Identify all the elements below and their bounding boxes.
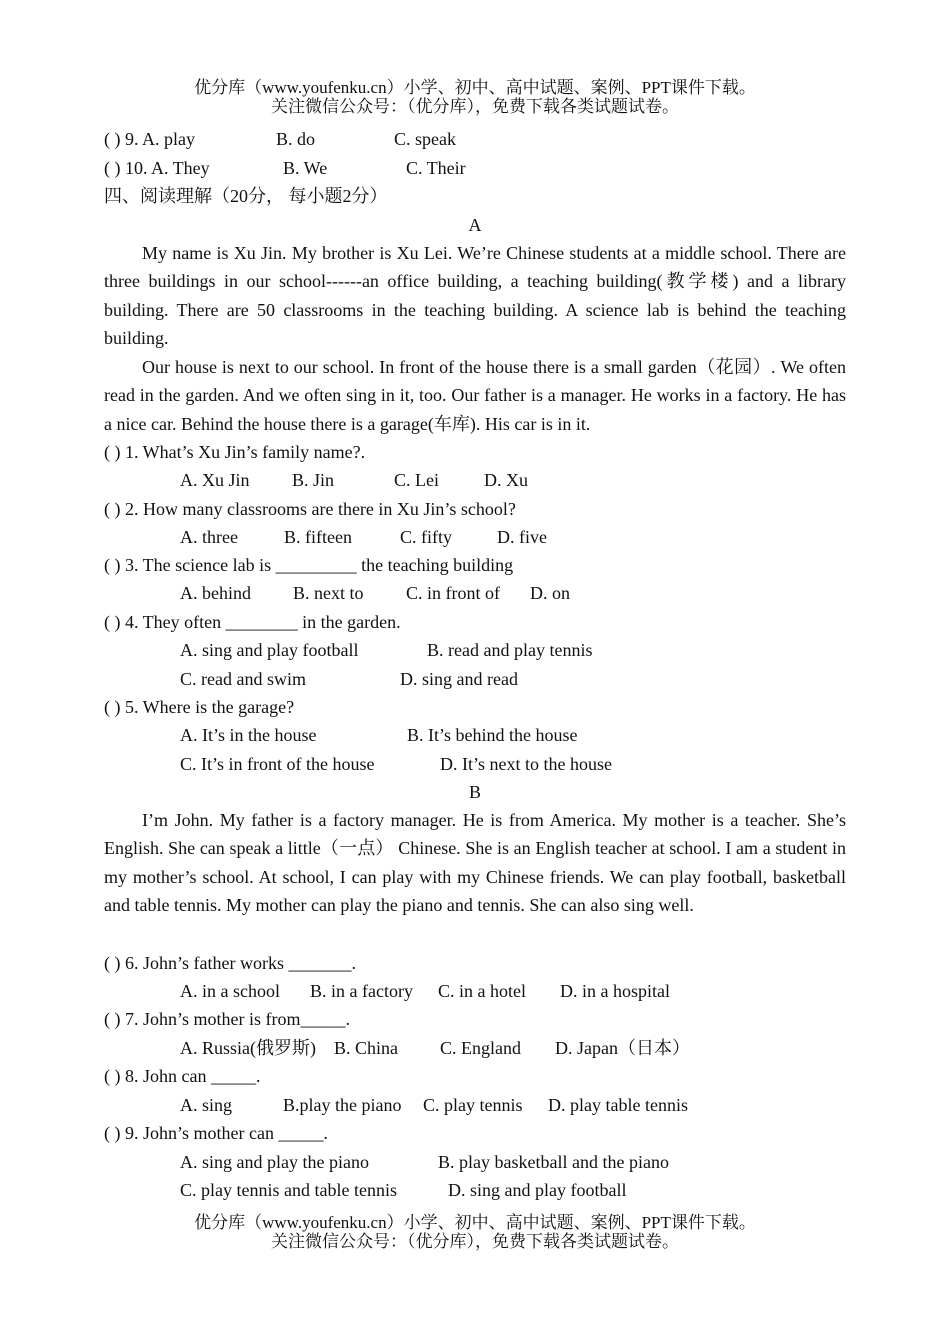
question-7-option-a: A. Russia(俄罗斯) — [180, 1038, 316, 1058]
question-2-option-a: A. three — [180, 527, 238, 547]
footer-line-1: 优分库（www.youfenku.cn）小学、初中、高中试题、案例、PPT课件下载。 — [194, 1213, 756, 1232]
prev-question-9-option-b: B. do — [276, 129, 316, 149]
question-4-option-b: B. read and play tennis — [427, 640, 593, 660]
passage-a-paragraph-1: My name is Xu Jin. My brother is Xu Lei. We’re Chinese students at a middle school. There are three buildings in our school------an office building, a teaching building(教学楼) and a library building. There are 50 classrooms in the teaching building. A science lab is behind the teaching building. — [104, 243, 846, 349]
section-title: 四、阅读理解（20分， 每小题2分） — [104, 186, 388, 206]
question-5-option-d: D. It’s next to the house — [440, 754, 612, 774]
passage-b-paragraph-1: I’m John. My father is a factory manager. He is from America. My mother is a teacher. She’s English. She can speak a little（一点） Chinese. She is an English teacher at school. I am a student in my mother’s school. At school, I can play with my Chinese friends. We can play football, basketball and table tennis. My mother can play the piano and tennis. She can also sing well. — [104, 810, 846, 916]
question-7-option-c: C. England — [440, 1038, 521, 1058]
question-6-option-b: B. in a factory — [310, 981, 413, 1001]
question-1-stem: ( ) 1. What’s Xu Jin’s family name?. — [104, 442, 366, 462]
question-8-option-d: D. play table tennis — [548, 1095, 688, 1115]
question-7-option-d: D. Japan（日本） — [555, 1038, 690, 1058]
question-5-option-b: B. It’s behind the house — [407, 725, 578, 745]
passage-a-label: A — [468, 215, 482, 235]
passage-b-label: B — [468, 782, 481, 802]
question-5-option-a: A. It’s in the house — [180, 725, 317, 745]
question-9-option-a: A. sing and play the piano — [180, 1152, 369, 1172]
question-2-option-b: B. fifteen — [284, 527, 352, 547]
question-4-option-d: D. sing and read — [400, 669, 518, 689]
passage-a-paragraph-2: Our house is next to our school. In front of the house there is a small garden（花园）. We often read in the garden. And we often sing in it, too. Our father is a manager. He works in a factory. He has a nice car. Behind the house there is a garage(车库). His car is in it. — [104, 357, 846, 434]
question-2-option-c: C. fifty — [400, 527, 452, 547]
question-7-option-b: B. China — [334, 1038, 399, 1058]
question-2-stem: ( ) 2. How many classrooms are there in Xu Jin’s school? — [104, 499, 516, 519]
prev-question-10-stem: ( ) 10. A. They — [104, 158, 210, 178]
footer-line-2: 关注微信公众号：（优分库），免费下载各类试题试卷。 — [271, 1232, 679, 1251]
header-line-1: 优分库（www.youfenku.cn）小学、初中、高中试题、案例、PPT课件下载。 — [194, 78, 756, 97]
question-9-stem: ( ) 9. John’s mother can _____. — [104, 1123, 328, 1143]
question-5-stem: ( ) 5. Where is the garage? — [104, 697, 295, 717]
question-1-option-a: A. Xu Jin — [180, 470, 250, 490]
question-8-option-b: B.play the piano — [283, 1095, 402, 1115]
question-3-option-d: D. on — [530, 583, 570, 603]
question-5-option-c: C. It’s in front of the house — [180, 754, 375, 774]
prev-question-10-option-c: C. Their — [406, 158, 466, 178]
header-line-2: 关注微信公众号：（优分库），免费下载各类试题试卷。 — [271, 97, 679, 116]
question-4-option-c: C. read and swim — [180, 669, 306, 689]
question-3-option-a: A. behind — [180, 583, 251, 603]
question-7-stem: ( ) 7. John’s mother is from_____. — [104, 1009, 350, 1029]
question-1-option-d: D. Xu — [484, 470, 528, 490]
question-3-option-c: C. in front of — [406, 583, 500, 603]
prev-question-10-option-b: B. We — [283, 158, 328, 178]
question-6-stem: ( ) 6. John’s father works _______. — [104, 953, 356, 973]
question-8-stem: ( ) 8. John can _____. — [104, 1066, 261, 1086]
question-6-option-a: A. in a school — [180, 981, 280, 1001]
question-4-option-a: A. sing and play football — [180, 640, 359, 660]
question-4-stem: ( ) 4. They often ________ in the garden. — [104, 612, 401, 632]
question-6-option-c: C. in a hotel — [438, 981, 526, 1001]
question-2-option-d: D. five — [497, 527, 547, 547]
question-3-option-b: B. next to — [293, 583, 364, 603]
prev-question-9-stem: ( ) 9. A. play — [104, 129, 195, 149]
question-9-option-b: B. play basketball and the piano — [438, 1152, 669, 1172]
prev-question-9-option-c: C. speak — [394, 129, 456, 149]
question-6-option-d: D. in a hospital — [560, 981, 670, 1001]
question-9-option-d: D. sing and play football — [448, 1180, 627, 1200]
question-1-option-c: C. Lei — [394, 470, 439, 490]
question-9-option-c: C. play tennis and table tennis — [180, 1180, 397, 1200]
question-1-option-b: B. Jin — [292, 470, 335, 490]
question-8-option-a: A. sing — [180, 1095, 233, 1115]
question-8-option-c: C. play tennis — [423, 1095, 523, 1115]
question-3-stem: ( ) 3. The science lab is _________ the teaching building — [104, 555, 514, 575]
